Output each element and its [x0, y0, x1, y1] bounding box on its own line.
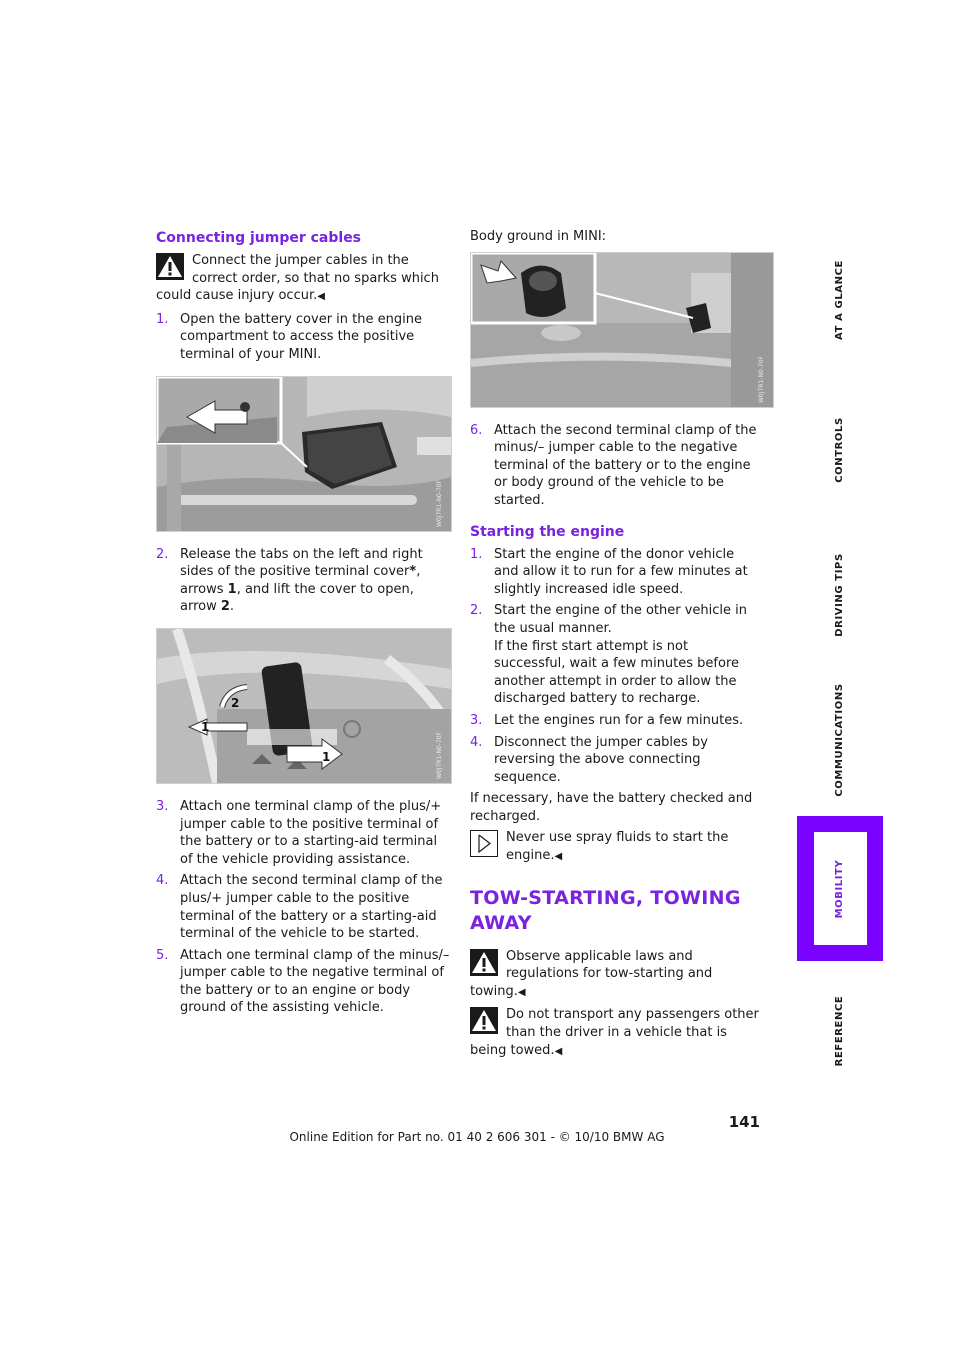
- tab-communications[interactable]: [797, 665, 883, 815]
- body-ground-intro: Body ground in MINI:: [470, 229, 607, 244]
- arrow-ref: 2: [220, 599, 230, 615]
- list-item: [470, 422, 762, 510]
- list-item: [470, 712, 762, 730]
- step-text: Let the engines run for a few minutes.: [494, 712, 744, 728]
- step-text: Open the battery cover in the engine compartment to access the positive terminal of your MINI.: [180, 311, 422, 362]
- list-item: [156, 872, 450, 942]
- warning-text: Connect the jumper cables in the correct order, so that no sparks which could cause injury occur.: [156, 253, 439, 304]
- tab-label: AT A GLANCE: [834, 260, 846, 340]
- engine-bay-illustration: [157, 377, 451, 531]
- tab-controls[interactable]: [797, 375, 883, 525]
- warning-note-laws: [470, 948, 762, 1002]
- end-mark-icon: ◀: [317, 291, 325, 303]
- step-text: Attach one terminal clamp of the plus/+ jumper cable to the positive terminal of the battery or to a starting-aid terminal of the vehicle providing assistance.: [180, 798, 442, 867]
- play-arrow-icon: [470, 830, 498, 857]
- figure-terminal-cover: [156, 628, 452, 784]
- arrow-ref: 1: [227, 581, 237, 597]
- list-item: [156, 546, 450, 616]
- figure-battery-cover: [156, 376, 452, 532]
- warning-triangle-icon: [470, 1007, 498, 1034]
- tab-at-a-glance[interactable]: [797, 225, 883, 375]
- step-number: 4.: [156, 873, 169, 889]
- main-heading-tow-starting: TOW-STARTING, TOWING AWAY: [470, 886, 741, 934]
- right-column: [470, 228, 766, 1065]
- end-mark-icon: ◀: [554, 851, 563, 863]
- step-text: , arrows: [180, 564, 421, 597]
- step-text: Attach the second terminal clamp of the minus/– jumper cable to the negative terminal of the battery or to the engine or body ground of the vehicle to be started.: [494, 422, 757, 508]
- tab-label: DRIVING TIPS: [834, 553, 846, 637]
- step-text: Start the engine of the other vehicle in the usual manner.: [494, 603, 748, 636]
- page-number: 141: [728, 1113, 760, 1131]
- steps-list-step6: [470, 422, 762, 510]
- warning-note-passengers: [470, 1006, 762, 1060]
- tip-note-spray: [470, 829, 762, 865]
- step-text: , and lift the cover to open, arrow: [180, 581, 414, 615]
- tab-driving-tips[interactable]: [797, 525, 883, 665]
- tab-mobility[interactable]: [797, 816, 883, 961]
- steps-list-starting: [470, 546, 762, 787]
- step-number: 3.: [156, 798, 169, 814]
- tab-reference[interactable]: [797, 961, 883, 1101]
- figure-code: W0J7R1-N0-70F: [436, 479, 444, 527]
- step-number: 3.: [470, 712, 483, 728]
- step-number: 1.: [156, 311, 169, 327]
- battery-check-note: If necessary, have the battery checked and recharged.: [470, 791, 753, 824]
- tab-label: CONTROLS: [834, 417, 846, 483]
- warning-note-order: [156, 252, 450, 306]
- step-text: Attach the second terminal clamp of the plus/+ jumper cable to the positive terminal of the battery or a starting-aid terminal of the vehicle to be started.: [180, 873, 443, 942]
- body-ground-illustration: [471, 253, 773, 407]
- arrow-label: 2: [231, 695, 240, 710]
- end-mark-icon: ◀: [554, 1045, 563, 1057]
- section-heading-starting: Starting the engine: [470, 523, 625, 540]
- step-number: 4.: [470, 734, 483, 750]
- step-extra-text: If the first start attempt is not successful, wait a few minutes before another attempt in order to allow the discharged battery to recharge.: [494, 638, 740, 707]
- terminal-cover-illustration: [157, 629, 451, 783]
- left-column: [156, 228, 450, 1021]
- step-number: 1.: [470, 546, 483, 562]
- steps-list-step2: [156, 546, 450, 616]
- step-number: 6.: [470, 422, 483, 438]
- list-item: [156, 798, 450, 868]
- list-item: [470, 602, 762, 708]
- step-number: 2.: [156, 546, 169, 562]
- tip-text: Never use spray fluids to start the engine.: [506, 830, 729, 864]
- list-item: [156, 311, 450, 364]
- step-text: Disconnect the jumper cables by reversing the above connecting sequence.: [494, 734, 708, 785]
- tab-label: MOBILITY: [834, 859, 846, 918]
- end-mark-icon: ◀: [517, 986, 526, 998]
- tab-label: COMMUNICATIONS: [834, 683, 846, 797]
- step-text: Release the tabs on the left and right sides of the positive terminal cover: [180, 546, 423, 580]
- figure-body-ground: [470, 252, 774, 408]
- warning-text: Observe applicable laws and regulations for tow-starting and towing.: [470, 948, 713, 999]
- footer-edition: Online Edition for Part no. 01 40 2 606 301 - © 10/10 BMW AG: [289, 1130, 665, 1144]
- step-number: 5.: [156, 947, 169, 963]
- figure-code: W0J7R1-N0-70F: [758, 355, 766, 403]
- warning-triangle-icon: [470, 949, 498, 976]
- arrow-label: 1: [201, 719, 210, 734]
- list-item: [156, 947, 450, 1017]
- warning-triangle-icon: [156, 253, 184, 280]
- tab-label: REFERENCE: [834, 995, 846, 1067]
- step-number: 2.: [470, 603, 483, 619]
- figure-code: W0J7R1-N0-70F: [436, 731, 444, 779]
- step-text: Attach one terminal clamp of the minus/– jumper cable to the negative terminal of the battery or to an engine or body ground of the assisting vehicle.: [180, 947, 450, 1016]
- warning-text: Do not transport any passengers other than the driver in a vehicle that is being towed.: [470, 1007, 759, 1058]
- steps-list-b: [156, 798, 450, 1017]
- section-heading-connecting: Connecting jumper cables: [156, 230, 362, 246]
- list-item: [470, 546, 762, 599]
- step-text: Start the engine of the donor vehicle and allow it to run for a few minutes at slightly increased idle speed.: [494, 546, 748, 597]
- list-item: [470, 734, 762, 787]
- step-text: .: [229, 599, 235, 615]
- steps-list-a: [156, 311, 450, 364]
- star-mark: *: [409, 564, 417, 580]
- arrow-label: 1: [322, 749, 331, 764]
